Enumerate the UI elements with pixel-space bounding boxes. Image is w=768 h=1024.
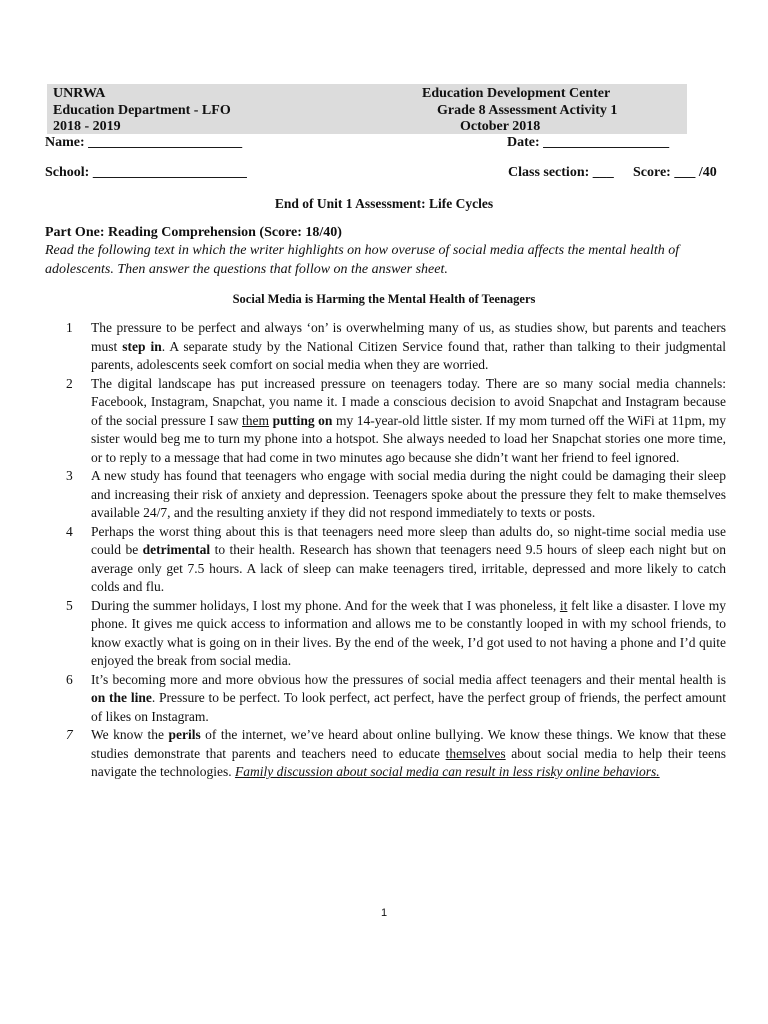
paragraph-text: We know the — [91, 727, 169, 742]
paragraph-text: The digital landscape has put increased pressure on teenagers today. There are so many social media channels: Facebook, Instagram, Snapchat, you name it. I made a conscious decision to avoid Snapchat and Instagram because of the social pressure I saw — [91, 375, 726, 428]
assessment-title: End of Unit 1 Assessment: Life Cycles — [274, 196, 494, 211]
class-section-field: Class section: ___ — [508, 165, 614, 180]
paragraph-text: During the summer holidays, I lost my phone. And for the week that I was phoneless, — [91, 597, 560, 613]
paragraph-text: The pressure to be perfect and always ‘on’ is overwhelming many of us, as studies show, but parents and teachers must — [91, 320, 726, 354]
paragraph — [66, 319, 726, 375]
paragraph — [66, 523, 726, 597]
paragraph — [66, 467, 726, 523]
part-one-heading: Part One: Reading Comprehension (Score: 18/40) — [45, 225, 342, 240]
paragraph — [66, 726, 726, 782]
paragraph-text: about social media to help their teens navigate the technologies. — [91, 745, 726, 779]
paragraph-text: of the internet, we’ve heard about online bullying. We know these things. We know that these studies demonstrate that parents and teachers need to educate — [91, 727, 726, 761]
page-number: 1 — [380, 907, 388, 919]
paragraph-text: A new study has found that teenagers who engage with social media during the night could be damaging their sleep and increasing their risk of anxiety and depression. Teenagers spoke about the pressure they felt to make themselves available 24/7, and the resulting anxiety if they did not respond immediately to texts or posts. — [91, 468, 726, 520]
paragraph-text: it — [559, 597, 568, 613]
header-left — [53, 86, 231, 136]
name-field: Name: ______________________ — [45, 135, 243, 150]
paragraph-number: 4 — [66, 523, 73, 539]
paragraph-text: . Pressure to be perfect. To look perfect, act perfect, have the perfect group of friends, the perfect amount of likes on Instagram. — [91, 690, 726, 724]
paragraph-text: felt like a disaster. I love my phone. It gives me quick access to information and allows me to be constantly looped in with my school friends, to know exactly what is going on in their lives. By the end of the week, I’d got used to not having a phone and I’d quite enjoyed the break from social media. — [91, 597, 726, 668]
paragraph-text: step in — [122, 338, 162, 354]
paragraph-text: It’s becoming more and more obvious how the pressures of social media affect teenagers and their mental health is — [91, 671, 726, 687]
paragraph — [66, 375, 726, 468]
paragraph-number: 1 — [66, 320, 73, 335]
paragraph — [66, 671, 726, 727]
paragraph-number: 2 — [66, 375, 73, 391]
school-year: 2018 - 2019 — [53, 119, 121, 134]
paragraph-number: 7 — [66, 727, 73, 742]
paragraph-text: detrimental — [142, 542, 211, 557]
article-title: Social Media is Harming the Mental Health of Teenagers — [232, 292, 536, 306]
date-field: Date: __________________ — [507, 135, 670, 150]
paragraph-text: . A separate study by the National Citizen Service found that, rather than talking to their judgmental parents, adolescents seek comfort on social media when they are worried. — [91, 338, 726, 372]
paragraph-text: Perhaps the worst thing about this is that teenagers need more sleep than adults do, so night-time social media use could be — [91, 523, 726, 557]
paragraph-text: themselves — [445, 745, 506, 761]
paragraph-number: 6 — [66, 671, 73, 687]
paragraph — [66, 597, 726, 671]
paragraph-text: putting on — [272, 412, 333, 428]
center-name: Education Development Center — [422, 86, 611, 101]
paragraph-text: perils — [168, 727, 201, 742]
paragraph-text: them — [242, 412, 270, 428]
paragraph-number: 5 — [66, 597, 73, 613]
instructions: Read the following text in which the writer highlights on how overuse of social media affects the mental health of adolescents. Then answer the questions that follow on the answer sheet. — [45, 243, 680, 277]
department: Education Department - LFO — [53, 102, 231, 118]
org-name: UNRWA — [53, 86, 106, 101]
school-field: School: ______________________ — [45, 165, 247, 180]
paragraph-text: to their health. Research has shown that teenagers need 9.5 hours of sleep each night but on average only get 7.5 hours. A lack of sleep can make teenagers tired, irritable, depressed and more likely to catch colds and flu. — [91, 542, 726, 594]
paragraph-number: 3 — [66, 468, 73, 483]
paragraph-text: my 14-year-old little sister. If my mom turned off the WiFi at 11pm, my sister would beg me to turn my phone into a hotspot. She always needed to load her Snapchat stories one more time, or to reply to a message that had come in two minutes ago because she didn’t want her friend to feel ignored. — [91, 412, 727, 465]
activity-date: October 2018 — [460, 119, 541, 134]
score-field: Score: ___ /40 — [633, 165, 717, 180]
paragraph-text: Family discussion about social media can result in less risky online behaviors. — [234, 764, 660, 779]
paragraph-text: on the line — [91, 690, 152, 705]
article-body — [66, 319, 726, 782]
header-right — [365, 86, 687, 136]
activity-name: Grade 8 Assessment Activity 1 — [437, 102, 618, 118]
